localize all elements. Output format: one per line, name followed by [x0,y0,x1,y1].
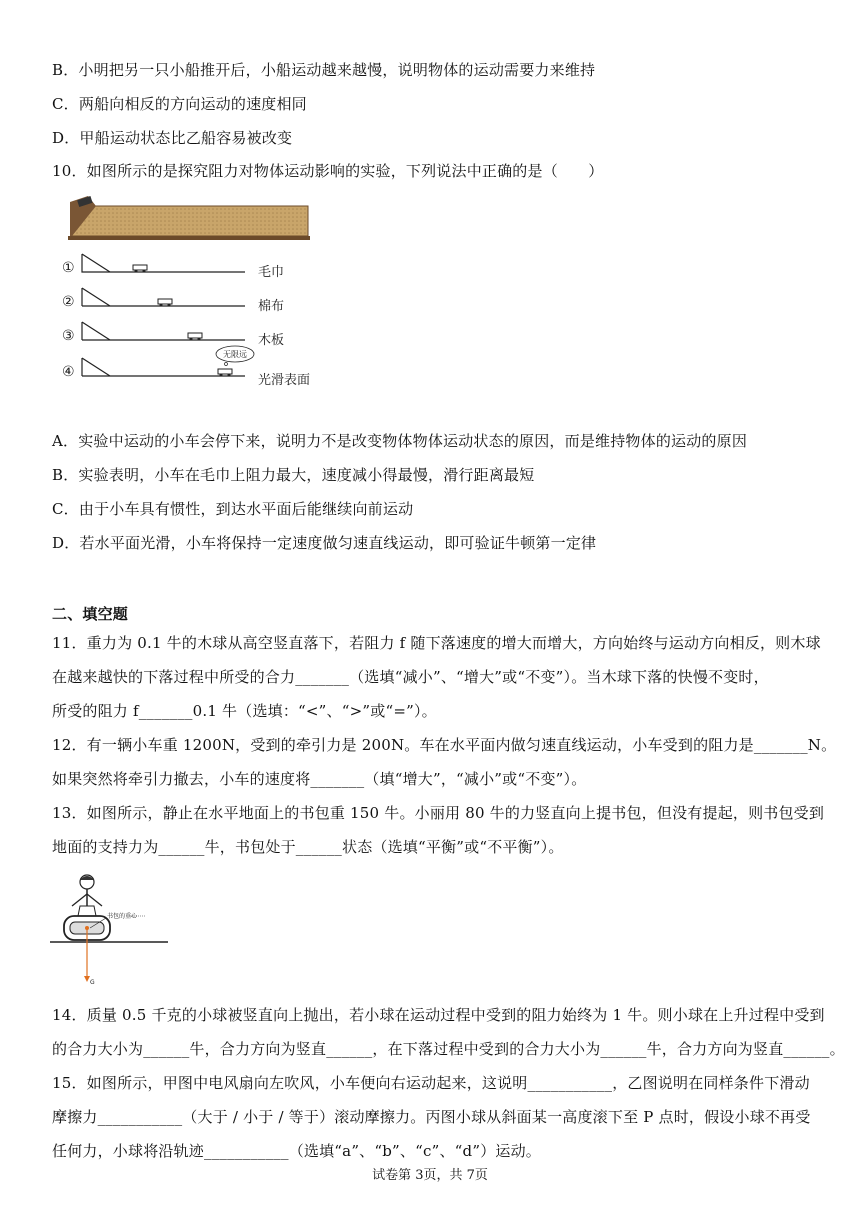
q11-line-2: 在越来越快的下落过程中所受的合力_______（选填“减小”、“增大”或“不变”）。当木球下落的快慢不变时， [52,668,769,686]
row-4-number: ④ [62,364,75,380]
q14-line-1: 14．质量 0.5 千克的小球被竖直向上抛出，若小球在运动过程中受到的阻力始终为 1 牛。则小球在上升过程中受到 [52,1006,825,1024]
row-1-number: ① [62,260,75,276]
row-3-number: ③ [62,328,75,344]
q10-option-c: C．由于小车具有惯性，到达水平面后能继续向前运动 [52,500,414,518]
row-4-label: 光滑表面 [258,373,311,388]
row-smooth [62,346,310,388]
row-towel [62,254,284,280]
row-wood [62,322,284,348]
row-2-number: ② [62,294,75,310]
row-cotton [62,288,284,314]
q9-option-c: C．两船向相反的方向运动的速度相同 [52,95,307,113]
section-title: 二、填空题 [52,605,129,623]
q10-option-d: D．若水平面光滑，小车将保持一定速度做匀速直线运动，即可验证牛顿第一定律 [52,534,597,552]
q15-line-3: 任何力，小球将沿轨迹___________（选填“a”、“b”、“c”、“d”）运动。 [52,1142,541,1160]
row-3-label: 木板 [258,333,285,348]
row-2-label: 棉布 [258,299,285,314]
q13-line-2: 地面的支持力为______牛，书包处于______状态（选填“平衡”或“不平衡”）。 [52,838,564,856]
q11-line-3: 所受的阻力 f_______0.1 牛（选填：“<”、“>”或“=”）。 [52,702,437,720]
ramp-photo-illustration [68,196,310,240]
q13-line-1: 13．如图所示，静止在水平地面上的书包重 150 牛。小丽用 80 牛的力竖直向上提书包，但没有提起，则书包受到 [52,804,825,822]
q9-option-b: B．小明把另一只小船推开后，小船运动越来越慢，说明物体的运动需要力来维持 [52,61,596,79]
q12-line-2: 如果突然将牵引力撤去，小车的速度将_______（填“增大”，“减小”或“不变”）。 [52,770,587,788]
q9-option-d: D．甲船运动状态比乙船容易被改变 [52,129,293,147]
q15-line-1: 15．如图所示，甲图中电风扇向左吹风，小车便向右运动起来，这说明___________，乙图说明在同样条件下滑动 [52,1074,810,1092]
q10-option-a: A．实验中运动的小车会停下来，说明力不是改变物体物体运动状态的原因，而是维持物体的运动的原因 [52,432,748,450]
q14-line-2: 的合力大小为______牛，合力方向为竖直______，在下落过程中受到的合力大小为______牛，合力方向为竖直______。 [52,1040,845,1058]
q10-ramp-figure [60,192,330,392]
q13-schoolbag-figure [50,872,170,987]
q12-line-1: 12．有一辆小车重 1200N，受到的牵引力是 200N。车在水平面内做匀速直线运动，小车受到的阻力是_______N。 [52,736,837,754]
row-1-label: 毛巾 [258,265,285,280]
bubble-text: 无限远 [223,350,247,359]
q10-option-b: B．实验表明，小车在毛巾上阻力最大，速度减小得最慢，滑行距离最短 [52,466,535,484]
gravity-label: G [90,979,95,986]
q15-line-2: 摩擦力___________（大于 / 小于 / 等于）滚动摩擦力。丙图小球从斜面某一高度滚下至 P 点时，假设小球不再受 [52,1108,811,1126]
bag-center-label: 书包的重心 [107,913,138,920]
q11-line-1: 11．重力为 0.1 牛的木球从高空竖直落下，若阻力 f 随下落速度的增大而增大，方向始终与运动方向相反，则木球 [52,634,821,652]
q10-stem: 10．如图所示的是探究阻力对物体运动影响的实验，下列说法中正确的是（ ） [52,162,604,180]
page-footer: 试卷第 3页，共 7页 [372,1168,488,1183]
